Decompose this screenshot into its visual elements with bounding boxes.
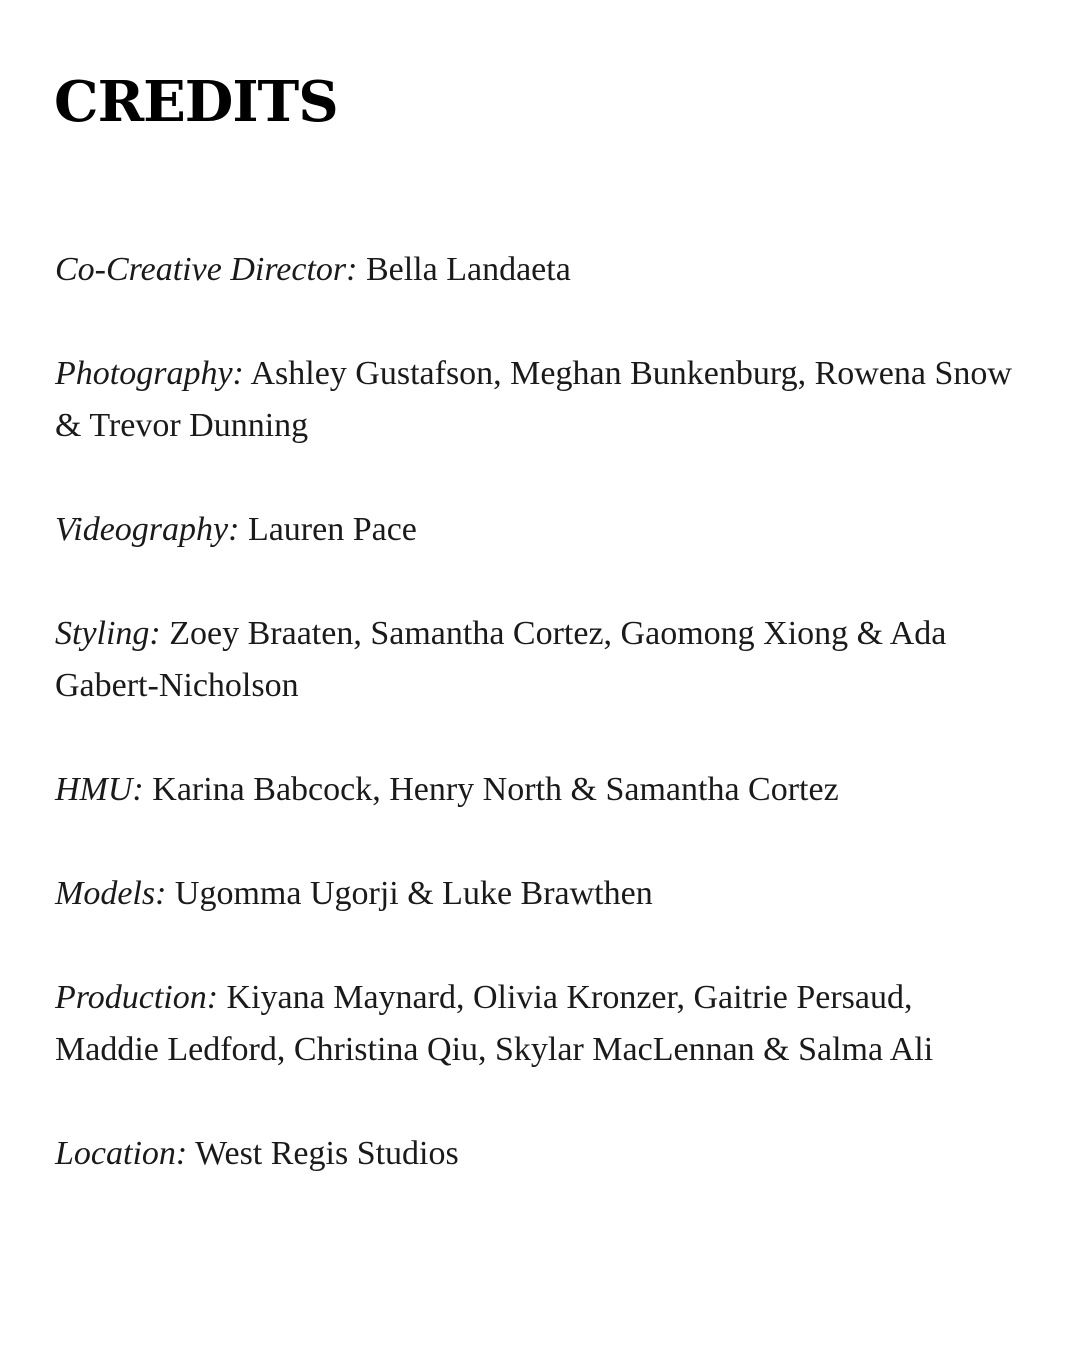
page-title: CREDITS [54,69,338,135]
credit-co-creative-director [55,244,1015,296]
credit-styling [55,608,1015,712]
credit-photography [55,348,1015,452]
credits-list [55,244,1015,1232]
credit-role: HMU: [55,771,144,808]
credit-role: Co-Creative Director: [55,251,358,288]
credit-role: Styling: [55,615,161,652]
credit-role: Location: [55,1135,188,1172]
credit-names: Karina Babcock, Henry North & Samantha Cortez [152,771,839,808]
credit-hmu [55,764,1015,816]
credit-role: Models: [55,875,167,912]
credit-models [55,868,1015,920]
credit-names: Zoey Braaten, Samantha Cortez, Gaomong Xiong & Ada Gabert-Nicholson [55,615,947,704]
credit-role: Production: [55,979,219,1016]
credit-names: Kiyana Maynard, Olivia Kronzer, Gaitrie Persaud, Maddie Ledford, Christina Qiu, Skylar MacLennan & Salma Ali [55,979,934,1068]
credit-production [55,972,1015,1076]
credit-role: Photography: [55,355,244,392]
credit-names: West Regis Studios [195,1135,459,1172]
credit-names: Ashley Gustafson, Meghan Bunkenburg, Rowena Snow & Trevor Dunning [55,355,1012,444]
credit-names: Bella Landaeta [365,251,571,288]
credit-names: Lauren Pace [247,511,417,548]
credit-role: Videography: [55,511,240,548]
credit-videography [55,504,1015,556]
credit-names: Ugomma Ugorji & Luke Brawthen [174,875,653,912]
credit-location [55,1128,1015,1180]
